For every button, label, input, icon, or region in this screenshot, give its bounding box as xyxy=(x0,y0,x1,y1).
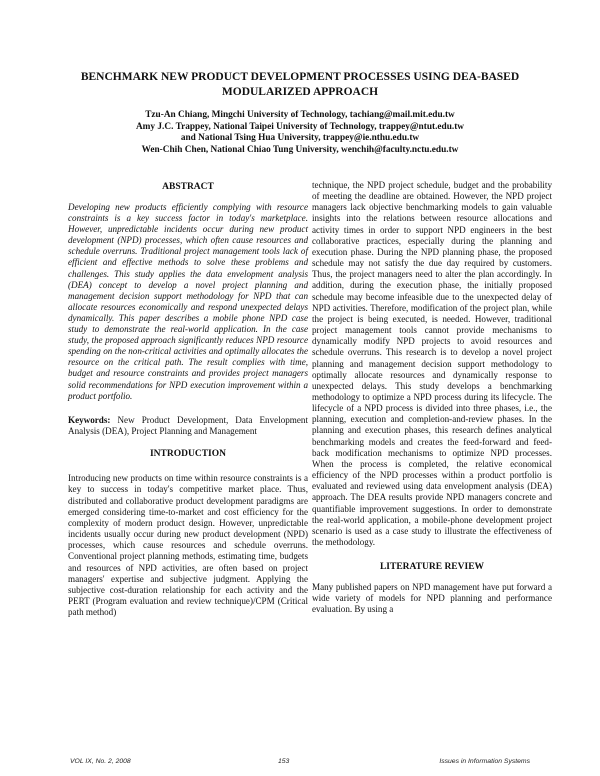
introduction-continued-text: technique, the NPD project schedule, budget and the probability of meeting the deadline are obtained. However, the NPD project managers lack objective benchmarking models to gain valuable insights into the relations between resource allocations and activity times in order to support NPD engineers in the best collaborative practices, especially during the planning and execution phase. During the NPD planning phase, the proposed schedule may not satisfy the due day required by customers. Thus, the project managers need to alter the plan accordingly. In addition, during the execution phase, the initially proposed schedule may become infeasible due to the unexpected delay of NPD activities. Therefore, modification of the project plan, while the project is being executed, is needed. However, traditional project management tools cannot provide mechanisms to dynamically modify NPD projects to avoid resources and schedule overruns. This research is to develop a novel project planning and management decision support methodology to optimally allocate resources and dynamically response to unexpected delays. This study develops a benchmarking methodology to optimize a NPD process during its lifecycle. The lifecycle of a NPD process is divided into three phases, i.e., the planning, execution and completion-and-review phases. In the planning and execution phases, this research defines analytical benchmarking models and creates the feed-forward and feed-back modification mechanisms to optimize NPD processes. When the process is completed, the relative economical efficiency of the NPD processes within a product portfolio is evaluated and reviewed using data envelopment analysis (DEA) approach. The DEA results provide NPD managers concrete and quantifiable improvement suggestions. In order to demonstrate the real-world application, a mobile-phone development project scenario is used as a case study to illustrate the effectiveness of the methodology. xyxy=(312,180,552,547)
literature-review-text: Many published papers on NPD management have put forward a wide variety of models for NPD planning and performance evaluation. By using a xyxy=(312,582,552,615)
literature-review-heading: LITERATURE REVIEW xyxy=(379,562,485,573)
abstract-text: Developing new products efficiently complying with resource constraints is a key success factor in today's marketplace. However, unpredictable incidents occur during new product development (NPD) processes, which often cause resources and schedule overruns. Traditional project management tools lack of efficient and effective methods to solve these problems and challenges. This study applies the data envelopment analysis (DEA) concept to develop a novel project planning and management decision support methodology for NPD that can allocate resources economically and respond unexpected delays dynamically. This paper describes a mobile phone NPD case study to demonstrate the real-world application. In the case study, the proposed approach significantly reduces NPD resource spending on the non-critical activities and optimally allocates the resource on the critical path. The result complies with time, budget and resource constraints and provides project managers solid recommendations for NPD execution improvement within a product portfolio. xyxy=(68,202,308,401)
right-column xyxy=(312,180,552,616)
author-line: Wen-Chih Chen, National Chiao Tung University, wenchih@faculty.nctu.edu.tw xyxy=(141,144,459,155)
left-column xyxy=(68,182,308,618)
paper-title: BENCHMARK NEW PRODUCT DEVELOPMENT PROCESSES USING DEA-BASED MODULARIZED APPROACH xyxy=(80,71,520,98)
introduction-heading: INTRODUCTION xyxy=(149,449,226,460)
page-footer xyxy=(70,758,530,768)
author-block xyxy=(60,110,540,156)
author-line: Amy J.C. Trappey, National Taipei University of Technology, trappey@ntut.edu.tw xyxy=(135,121,465,132)
footer-journal: Issues in Information Systems xyxy=(439,758,530,765)
keywords-text: New Product Development, Data Envelopment Analysis (DEA), Project Planning and Management xyxy=(68,414,308,436)
abstract-heading: ABSTRACT xyxy=(162,182,214,192)
introduction-text: Introducing new products on time within resource constraints is a key to success in today's competitive market place. Thus, distributed and collaborative product development paradigms are emerged considering time-to-market and cost efficiency for the complexity of modern product design. However, unpredictable incidents usually occur during new product development (NPD) processes, which cause resources and schedule overruns. Conventional project planning methods, estimating time, budgets and resources of NPD activities, are often based on project managers' expertise and subjective judgment. Applying the subjective cost-duration relationship for each activity and the PERT (Program evaluation and review technique)/CPM (Critical path method) xyxy=(68,473,308,618)
footer-page-number: 153 xyxy=(278,758,290,765)
footer-volume: VOL IX, No. 2, 2008 xyxy=(70,758,131,765)
keywords xyxy=(68,415,308,438)
keywords-label: Keywords: xyxy=(68,414,111,425)
author-line: and National Tsing Hua University, trappey@ie.nthu.edu.tw xyxy=(180,133,420,144)
author-line: Tzu-An Chiang, Mingchi University of Technology, tachiang@mail.mit.edu.tw xyxy=(145,110,455,120)
